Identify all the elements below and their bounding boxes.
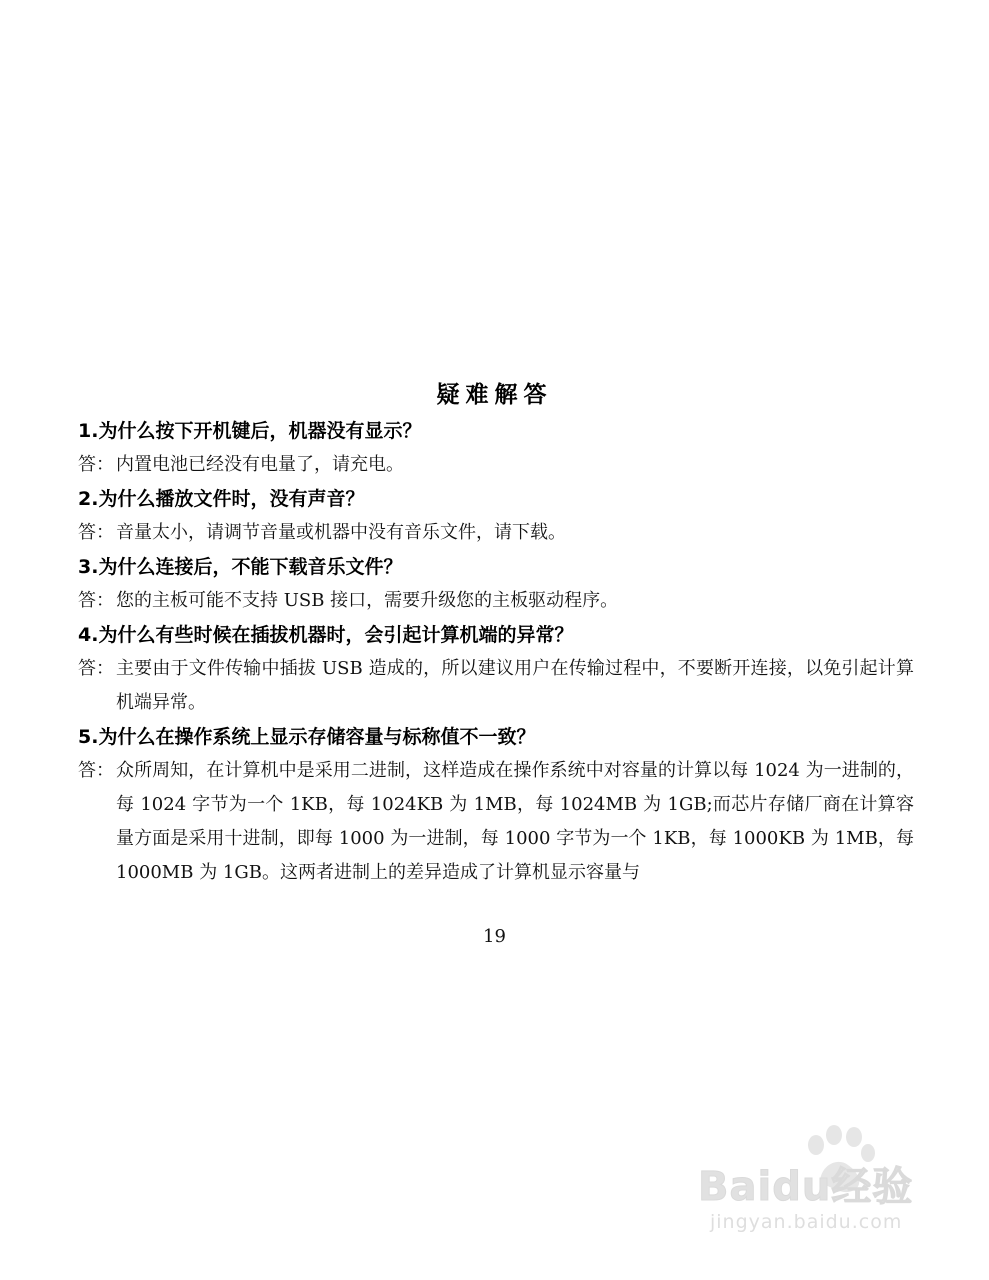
baidu-jingyan-watermark — [698, 1125, 938, 1255]
answer-text: 您的主板可能不支持 USB 接口，需要升级您的主板驱动程序。 — [116, 590, 619, 611]
answer-label: 答： — [78, 760, 114, 781]
faq-answer-4 — [78, 652, 914, 720]
faq-question-2: 2.为什么播放文件时，没有声音？ — [78, 488, 365, 510]
answer-text: 内置电池已经没有电量了，请充电。 — [116, 454, 404, 475]
answer-text: 音量太小，请调节音量或机器中没有音乐文件，请下载。 — [116, 522, 566, 543]
page-number: 19 — [483, 926, 506, 947]
answer-label: 答： — [78, 522, 114, 543]
answer-label: 答： — [78, 658, 114, 679]
faq-question-1: 1.为什么按下开机键后，机器没有显示？ — [78, 420, 422, 442]
faq-question-5: 5.为什么在操作系统上显示存储容量与标称值不一致？ — [78, 726, 536, 748]
faq-answer-5 — [78, 754, 914, 890]
answer-text: 主要由于文件传输中插拔 USB 造成的，所以建议用户在传输过程中，不要断开连接，以免引起计算机端异常。 — [116, 658, 914, 713]
faq-answer-1 — [78, 448, 914, 482]
page-title: 疑难解答 — [436, 382, 553, 408]
faq-question-4: 4.为什么有些时候在插拔机器时，会引起计算机端的异常？ — [78, 624, 574, 646]
answer-label: 答： — [78, 590, 114, 611]
faq-answer-2 — [78, 516, 914, 550]
faq-list — [78, 414, 914, 890]
watermark-logo-text: Baidu经验 — [698, 1164, 914, 1210]
faq-question-3: 3.为什么连接后，不能下载音乐文件？ — [78, 556, 403, 578]
answer-text: 众所周知，在计算机中是采用二进制，这样造成在操作系统中对容量的计算以每 1024 为一进制的，每 1024 字节为一个 1KB，每 1024KB 为 1MB，每 1024MB 为 1GB;而芯片存储厂商在计算容量方面是采用十进制，即每 1000 为一进制，每 1000 字节为一个 1KB，每 1000KB 为 1MB，每 1000MB 为 1GB。这两者进制上的差异造成了计算机显示容量与 — [116, 760, 914, 883]
watermark-url: jingyan.baidu.com — [710, 1211, 903, 1233]
answer-label: 答： — [78, 454, 114, 475]
faq-answer-3 — [78, 584, 914, 618]
